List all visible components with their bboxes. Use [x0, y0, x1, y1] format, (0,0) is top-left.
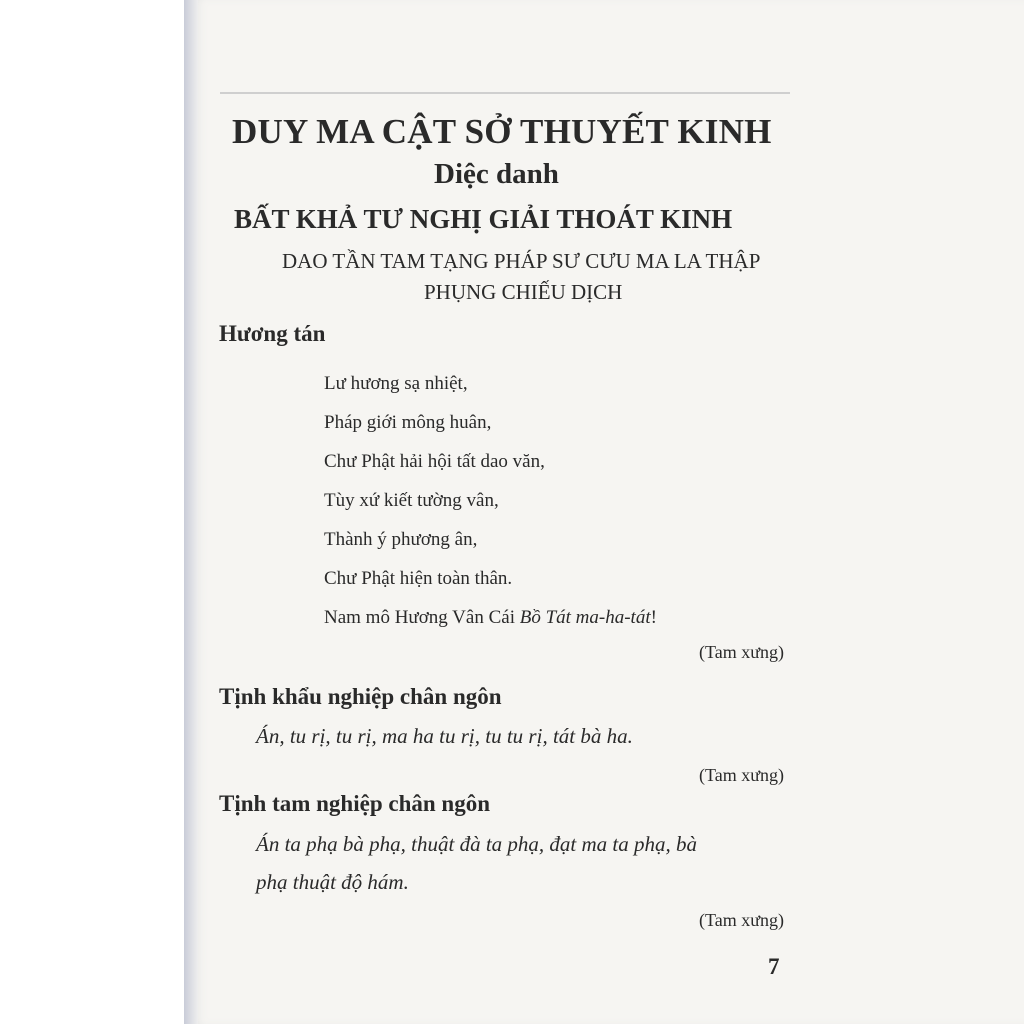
- recitation-note: (Tam xưng): [699, 910, 784, 930]
- section-heading-tinh-khau: Tịnh khẩu nghiệp chân ngôn: [219, 684, 502, 709]
- page-margin-left: [0, 0, 184, 1024]
- subtitle-also-named: Diệc danh: [434, 158, 559, 190]
- alternate-title: BẤT KHẢ TƯ NGHỊ GIẢI THOÁT KINH: [234, 204, 733, 234]
- mantra-line: Án, tu rị, tu rị, ma ha tu rị, tu tu rị, tát bà ha.: [256, 724, 633, 748]
- page-number: 7: [768, 954, 780, 979]
- verse-line: Chư Phật hải hội tất dao văn,: [324, 451, 545, 472]
- closing-italic-text: Bồ Tát ma-ha-tát: [519, 607, 651, 628]
- section-heading-huong-tan: Hương tán: [219, 321, 326, 346]
- verse-list: [324, 372, 657, 645]
- closing-text: Nam mô Hương Vân Cái: [324, 607, 520, 628]
- sutra-title: DUY MA CẬT SỞ THUYẾT KINH: [232, 112, 772, 151]
- closing-punctuation: !: [650, 607, 657, 628]
- translator-line-1: DAO TẦN TAM TẠNG PHÁP SƯ CƯU MA LA THẬP: [282, 249, 761, 273]
- section-heading-tinh-tam: Tịnh tam nghiệp chân ngôn: [219, 791, 490, 816]
- translator-line-2: PHỤNG CHIẾU DỊCH: [424, 280, 623, 304]
- verse-line: Chư Phật hiện toàn thân.: [324, 568, 513, 589]
- mantra-line: phạ thuật độ hám.: [256, 870, 409, 894]
- verse-line: Pháp giới mông huân,: [324, 412, 492, 433]
- verse-line: Tùy xứ kiết tường vân,: [324, 490, 499, 511]
- recitation-note: (Tam xưng): [699, 642, 784, 662]
- recitation-note: (Tam xưng): [699, 765, 784, 785]
- mantra-line: Án ta phạ bà phạ, thuật đà ta phạ, đạt ma ta phạ, bà: [256, 832, 697, 856]
- header-rule: [220, 92, 790, 94]
- verse-closing-line: [324, 606, 657, 645]
- verse-line: Thành ý phương ân,: [324, 529, 478, 550]
- verse-line: Lư hương sạ nhiệt,: [324, 373, 468, 394]
